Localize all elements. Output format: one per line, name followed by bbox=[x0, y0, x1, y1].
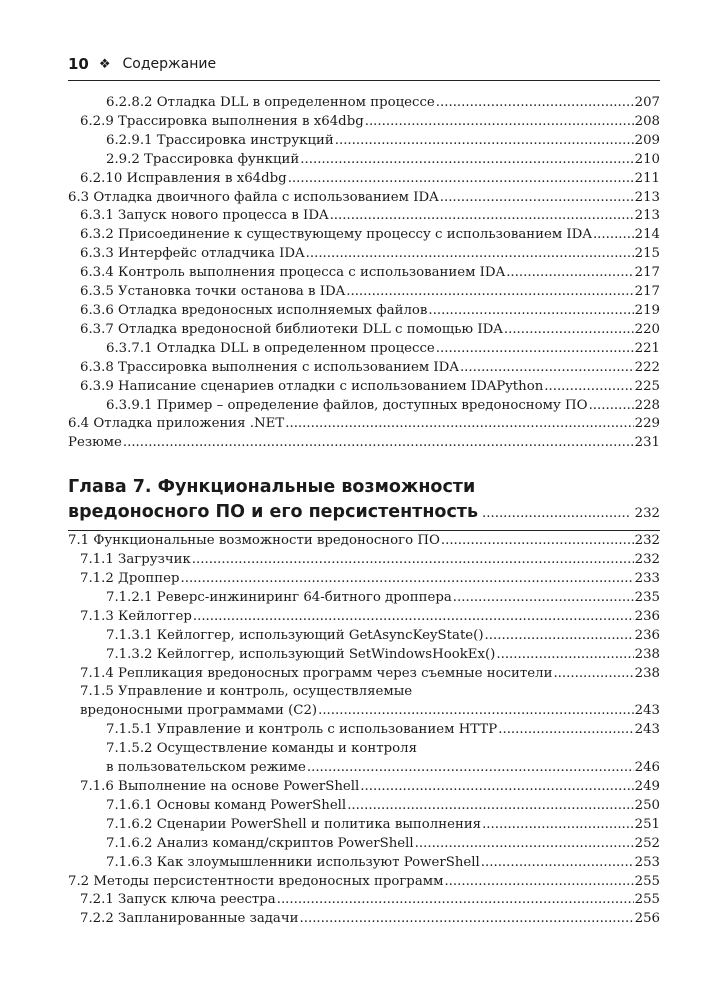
dot-leader bbox=[589, 397, 634, 416]
dot-leader bbox=[415, 835, 634, 854]
dot-leader bbox=[482, 816, 634, 835]
toc-entry-page: 214 bbox=[634, 227, 660, 243]
toc-entry bbox=[68, 170, 660, 189]
toc-entry-text: 7.1.3.2 Кейлоггер, использующий SetWindowsHookEx() bbox=[106, 646, 496, 662]
toc-entry-page: 213 bbox=[634, 208, 660, 224]
toc-entry-text: 6.2.9 Трассировка выполнения в x64dbg bbox=[80, 113, 364, 129]
toc-entry-page: 232 bbox=[634, 533, 660, 549]
toc-entry-text: 7.1.1 Загрузчик bbox=[80, 552, 191, 568]
toc-entry-page: 246 bbox=[634, 760, 660, 776]
toc-entry-text: 6.3.4 Контроль выполнения процесса с использованием IDA bbox=[80, 265, 506, 281]
toc-entry bbox=[68, 589, 660, 608]
toc-entry-page: 217 bbox=[634, 284, 660, 300]
dot-leader bbox=[485, 627, 634, 646]
toc-entry-text: 7.1.3.1 Кейлоггер, использующий GetAsyncKeyState() bbox=[106, 627, 484, 643]
toc-entry bbox=[68, 665, 660, 684]
toc-entry bbox=[68, 570, 660, 589]
toc-entry-text: 6.3.5 Установка точки останова в IDA bbox=[80, 284, 346, 300]
chapter-page: 232 bbox=[634, 506, 660, 522]
toc-entry-page: 221 bbox=[634, 340, 660, 356]
toc-entry bbox=[68, 646, 660, 665]
toc-entry-text: 6.3.9 Написание сценариев отладки с использованием IDAPython bbox=[80, 378, 544, 394]
toc-entry-page: 256 bbox=[634, 911, 660, 927]
dot-leader bbox=[360, 778, 633, 797]
toc-entry-text: 7.1.2 Дроппер bbox=[80, 571, 180, 587]
dot-leader bbox=[481, 854, 634, 873]
dot-leader bbox=[436, 340, 634, 359]
dot-leader bbox=[506, 264, 633, 283]
toc-entry-page: 252 bbox=[634, 835, 660, 851]
toc-entry bbox=[68, 910, 660, 929]
dot-leader bbox=[444, 873, 633, 892]
dot-leader bbox=[504, 321, 634, 340]
dot-leader bbox=[440, 189, 634, 208]
dot-leader bbox=[300, 151, 633, 170]
toc-entry-text: 6.3.7 Отладка вредоносной библиотеки DLL с помощью IDA bbox=[80, 321, 503, 337]
page-number: 10 bbox=[68, 55, 89, 73]
toc-entry bbox=[68, 873, 660, 892]
toc-entry-text: 6.3 Отладка двоичного файла с использованием IDA bbox=[68, 189, 439, 205]
running-title: Содержание bbox=[122, 56, 217, 72]
dot-leader bbox=[428, 302, 633, 321]
toc-entry-page: 222 bbox=[634, 359, 660, 375]
toc-entry-text: 7.1.6.3 Как злоумышленники используют PowerShell bbox=[106, 854, 480, 870]
toc-entry bbox=[68, 854, 660, 873]
toc-entry-page: 231 bbox=[634, 435, 660, 451]
toc-entry bbox=[68, 113, 660, 132]
toc-entry-text: 7.1.6.1 Основы команд PowerShell bbox=[106, 797, 347, 813]
toc-entry bbox=[68, 226, 660, 245]
toc-entry-page: 253 bbox=[634, 854, 660, 870]
toc-entry-page: 255 bbox=[634, 892, 660, 908]
chapter-title-line-1: Глава 7. Функциональные возможности bbox=[68, 477, 476, 498]
toc-entry-text: 7.2 Методы персистентности вредоносных программ bbox=[68, 873, 444, 889]
toc-entry-page: 243 bbox=[634, 703, 660, 719]
toc-entry bbox=[68, 302, 660, 321]
toc-entry-text: 6.3.1 Запуск нового процесса в IDA bbox=[80, 208, 329, 224]
running-header bbox=[68, 55, 660, 73]
toc-entry-page: 210 bbox=[634, 151, 660, 167]
header-rule bbox=[68, 80, 660, 81]
toc-entry-page: 208 bbox=[634, 113, 660, 129]
chapter-rule bbox=[68, 530, 660, 531]
toc-entry bbox=[68, 397, 660, 416]
dot-leader bbox=[307, 759, 634, 778]
toc-entry bbox=[68, 891, 660, 910]
toc-list-chapter-6 bbox=[68, 94, 660, 453]
dot-leader bbox=[453, 589, 634, 608]
toc-entry-text: 7.2.2 Запланированные задачи bbox=[80, 911, 299, 927]
dot-leader bbox=[335, 132, 634, 151]
chapter-heading bbox=[68, 475, 660, 526]
toc-entry-page: 215 bbox=[634, 246, 660, 262]
dot-leader bbox=[285, 415, 633, 434]
diamond-separator-icon: ❖ bbox=[98, 56, 111, 72]
toc-entry-c2-line-1: 7.1.5 Управление и контроль, осуществляемые bbox=[80, 684, 413, 700]
toc-entry-page: 229 bbox=[634, 416, 660, 432]
toc-entry-text: вредоносными программами (C2) bbox=[80, 703, 318, 719]
toc-entry-text: 6.3.7.1 Отладка DLL в определенном процессе bbox=[106, 340, 435, 356]
toc-list-chapter-7-part-1 bbox=[68, 532, 660, 683]
toc-entry-text: 7.1.6.2 Анализ команд/скриптов PowerShell bbox=[106, 835, 414, 851]
toc-entry-page: 233 bbox=[634, 571, 660, 587]
toc-entry-text: 6.2.10 Исправления в x64dbg bbox=[80, 170, 287, 186]
toc-entry-page: 219 bbox=[634, 302, 660, 318]
toc-entry-http bbox=[68, 721, 660, 740]
toc-entry-page: 238 bbox=[634, 665, 660, 681]
toc-entry bbox=[68, 816, 660, 835]
toc-entry bbox=[68, 189, 660, 208]
toc-entry-page: 209 bbox=[634, 132, 660, 148]
toc-entry-page: 249 bbox=[634, 779, 660, 794]
toc-entry-text: 7.1.2.1 Реверс-инжиниринг 64-битного дроппера bbox=[106, 589, 452, 605]
toc-entry-cmd bbox=[68, 759, 660, 778]
toc-entry-page: 236 bbox=[634, 608, 660, 624]
toc-entry bbox=[68, 321, 660, 340]
toc-entry-c2 bbox=[68, 702, 660, 721]
toc-entry bbox=[68, 283, 660, 302]
toc-entry-text: 7.2.1 Запуск ключа реестра bbox=[80, 892, 276, 908]
toc-entry-page: 255 bbox=[634, 873, 660, 889]
toc-entry-page: 207 bbox=[634, 95, 660, 110]
toc-entry-text: 7.1.3 Кейлоггер bbox=[80, 608, 192, 624]
toc-entry-text: 6.2.8.2 Отладка DLL в определенном процессе bbox=[106, 95, 435, 110]
dot-leader bbox=[544, 378, 633, 397]
dot-leader bbox=[193, 608, 634, 627]
toc-entry bbox=[68, 415, 660, 434]
dot-leader bbox=[330, 207, 634, 226]
toc-entry-text: 7.1.6.2 Сценарии PowerShell и политика выполнения bbox=[106, 816, 482, 832]
dot-leader bbox=[288, 170, 634, 189]
toc-entry-page: 213 bbox=[634, 189, 660, 205]
toc-entry-page: 228 bbox=[634, 397, 660, 413]
dot-leader bbox=[306, 245, 634, 264]
toc-entry bbox=[68, 551, 660, 570]
toc-entry-page: 232 bbox=[634, 552, 660, 568]
toc-entry-page: 250 bbox=[634, 797, 660, 813]
dot-leader bbox=[441, 532, 634, 551]
dot-leader bbox=[593, 226, 634, 245]
toc-entry-text: 2.9.2 Трассировка функций bbox=[106, 151, 300, 167]
toc-entry bbox=[68, 151, 660, 170]
toc-entry-page: 220 bbox=[634, 321, 660, 337]
toc-entry-page: 225 bbox=[634, 378, 660, 394]
toc-entry bbox=[68, 627, 660, 646]
toc-entry bbox=[68, 132, 660, 151]
toc-entry-text: Резюме bbox=[68, 435, 122, 451]
chapter-title-line-2: вредоносного ПО и его персистентность bbox=[68, 502, 479, 523]
table-of-contents bbox=[68, 94, 660, 929]
dot-leader bbox=[346, 283, 633, 302]
dot-leader bbox=[347, 797, 633, 816]
toc-entry-cmd-line-1: 7.1.5.2 Осуществление команды и контроля bbox=[106, 741, 417, 757]
dot-leader bbox=[192, 551, 634, 570]
toc-entry-text: 6.3.6 Отладка вредоносных исполняемых файлов bbox=[80, 302, 428, 318]
toc-entry-text: в пользовательском режиме bbox=[106, 760, 306, 776]
dot-leader bbox=[496, 646, 633, 665]
toc-entry bbox=[68, 532, 660, 551]
toc-entry bbox=[68, 378, 660, 397]
toc-entry bbox=[68, 835, 660, 854]
toc-entry bbox=[68, 264, 660, 283]
toc-entry-page: 217 bbox=[634, 265, 660, 281]
toc-entry-text: 6.4 Отладка приложения .NET bbox=[68, 416, 285, 432]
toc-entry-text: 6.3.9.1 Пример – определение файлов, доступных вредоносному ПО bbox=[106, 397, 588, 413]
toc-entry bbox=[68, 340, 660, 359]
toc-entry-text: 7.1.5.1 Управление и контроль с использованием HTTP bbox=[106, 722, 498, 738]
toc-entry-text: 6.3.8 Трассировка выполнения с использованием IDA bbox=[80, 359, 459, 375]
toc-entry-page: 211 bbox=[634, 170, 660, 186]
toc-entry-page: 235 bbox=[634, 589, 660, 605]
toc-entry-text: 7.1 Функциональные возможности вредоносного ПО bbox=[68, 533, 440, 549]
dot-leader bbox=[365, 113, 634, 132]
toc-entry-text: 6.2.9.1 Трассировка инструкций bbox=[106, 132, 334, 148]
toc-entry bbox=[68, 797, 660, 816]
toc-entry-text: 7.1.4 Репликация вредоносных программ через съемные носители bbox=[80, 665, 553, 681]
dot-leader bbox=[553, 665, 633, 684]
dot-leader bbox=[123, 434, 634, 453]
toc-entry bbox=[68, 608, 660, 627]
dot-leader bbox=[181, 570, 634, 589]
dot-leader bbox=[277, 891, 634, 910]
toc-entry-page: 236 bbox=[634, 627, 660, 643]
toc-entry-page: 243 bbox=[634, 722, 660, 738]
toc-entry bbox=[68, 94, 660, 113]
toc-entry-text: 6.3.2 Присоединение к существующему процессу с использованием IDA bbox=[80, 227, 592, 243]
toc-entry-text: 6.3.3 Интерфейс отладчика IDA bbox=[80, 246, 305, 262]
toc-entry bbox=[68, 245, 660, 264]
toc-entry-page: 238 bbox=[634, 646, 660, 662]
toc-entry bbox=[68, 359, 660, 378]
toc-entry bbox=[68, 778, 660, 797]
toc-entry-text: 7.1.6 Выполнение на основе PowerShell bbox=[80, 779, 360, 794]
toc-list-chapter-7-part-2 bbox=[68, 778, 660, 929]
dot-leader bbox=[460, 359, 634, 378]
dot-leader bbox=[498, 721, 633, 740]
dot-leader bbox=[436, 94, 634, 113]
dot-leader bbox=[300, 910, 634, 929]
dot-leader bbox=[482, 501, 631, 526]
toc-entry bbox=[68, 434, 660, 453]
toc-entry bbox=[68, 207, 660, 226]
toc-entry-page: 251 bbox=[634, 816, 660, 832]
dot-leader bbox=[318, 702, 634, 721]
